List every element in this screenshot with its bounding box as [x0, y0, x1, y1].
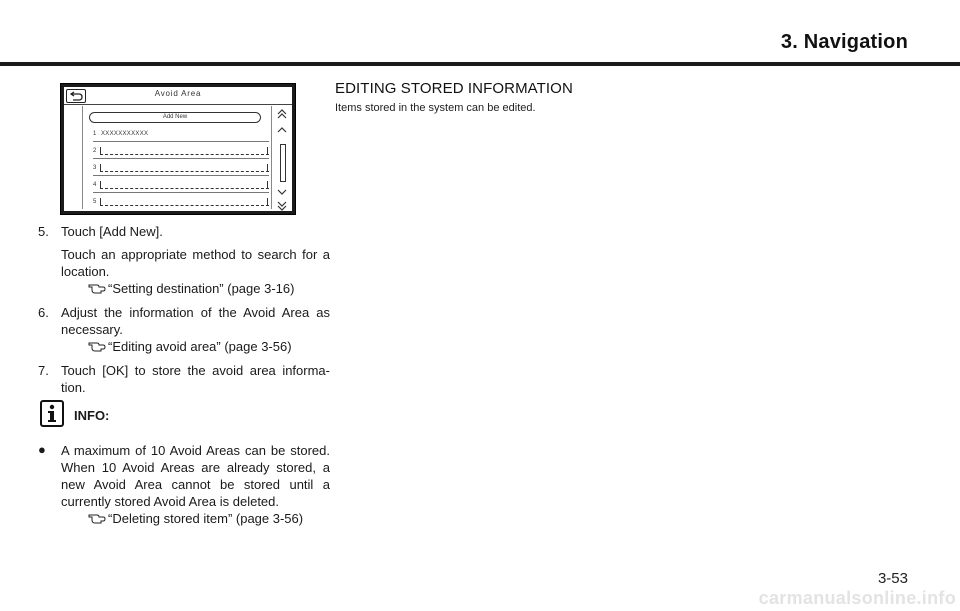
avoid-area-screen-figure — [60, 83, 296, 215]
entry-end-mark — [267, 198, 268, 206]
list-item[interactable] — [83, 194, 271, 210]
row-divider — [93, 192, 269, 193]
screen-titlebar — [64, 87, 292, 105]
header-rule — [0, 62, 960, 66]
screen-title: Avoid Area — [154, 89, 202, 98]
list-item-number: 5 — [93, 199, 97, 205]
info-bullet-item — [38, 442, 330, 527]
reference-hand-icon — [88, 511, 106, 525]
list-item-text: XXXXXXXXXXX — [101, 131, 149, 137]
info-text: A maximum of 10 Avoid Areas can be stored. When 10 Avoid Areas are already stored, a new Avoid Area cannot be stored until a currently stored Avoid Area is deleted. — [61, 443, 330, 509]
avoid-area-list — [82, 106, 272, 209]
list-item[interactable] — [83, 177, 271, 193]
procedure-steps — [38, 223, 330, 403]
list-item-number: 1 — [93, 131, 97, 137]
info-block — [38, 400, 330, 527]
page-reference[interactable] — [88, 338, 330, 355]
section-title: EDITING STORED INFORMATION — [335, 80, 573, 97]
step-6 — [38, 304, 330, 355]
reference-text: “Editing avoid area” (page 3-56) — [108, 339, 292, 354]
entry-end-mark — [267, 164, 268, 172]
section-body: Items stored in the system can be edited. — [335, 102, 536, 114]
step-5 — [38, 223, 330, 297]
empty-entry-dashes — [100, 205, 269, 206]
page-reference[interactable] — [88, 280, 330, 297]
row-divider — [93, 158, 269, 159]
info-icon — [40, 400, 64, 427]
reference-text: “Deleting stored item” (page 3-56) — [108, 511, 304, 526]
page-number: 3-53 — [877, 570, 908, 587]
step-7 — [38, 362, 330, 396]
entry-end-mark — [267, 181, 268, 189]
step-number: 7. — [38, 363, 49, 378]
step-text: Touch [Add New]. — [61, 224, 163, 239]
list-item[interactable] — [83, 143, 271, 159]
bullet-icon: ● — [38, 442, 46, 457]
step-subtext: Touch an appropriate method to search for a location. — [61, 247, 330, 279]
row-divider — [93, 141, 269, 142]
step-text: Adjust the information of the Avoid Area as necessary. — [61, 305, 330, 337]
empty-entry-dashes — [100, 188, 269, 189]
empty-entry-dashes — [100, 154, 269, 155]
list-item[interactable] — [83, 160, 271, 176]
info-label: INFO: — [74, 408, 110, 423]
reference-hand-icon — [88, 339, 106, 353]
page-up-icon[interactable] — [276, 108, 288, 120]
step-text: Touch [OK] to store the avoid area informa- tion. — [61, 363, 330, 395]
row-divider — [93, 175, 269, 176]
add-new-button[interactable]: Add New — [89, 112, 261, 123]
page-reference[interactable] — [88, 510, 330, 527]
page-down-icon[interactable] — [276, 200, 288, 212]
scroll-down-icon[interactable] — [276, 186, 288, 198]
chapter-title: 3. Navigation — [780, 31, 908, 53]
reference-hand-icon — [88, 281, 106, 295]
scrollbar[interactable] — [274, 108, 290, 209]
entry-end-mark — [267, 147, 268, 155]
watermark: carmanualsonline.info — [758, 588, 956, 608]
list-item-number: 3 — [93, 165, 97, 171]
scroll-up-icon[interactable] — [276, 124, 288, 136]
step-number: 5. — [38, 224, 49, 239]
reference-text: “Setting destination” (page 3-16) — [108, 281, 295, 296]
info-heading — [38, 400, 330, 430]
scrollbar-thumb[interactable] — [280, 144, 286, 182]
empty-entry-dashes — [100, 171, 269, 172]
list-item-number: 2 — [93, 148, 97, 154]
list-item[interactable] — [83, 126, 271, 142]
list-item-number: 4 — [93, 182, 97, 188]
screen-display — [64, 87, 292, 211]
step-number: 6. — [38, 305, 49, 320]
